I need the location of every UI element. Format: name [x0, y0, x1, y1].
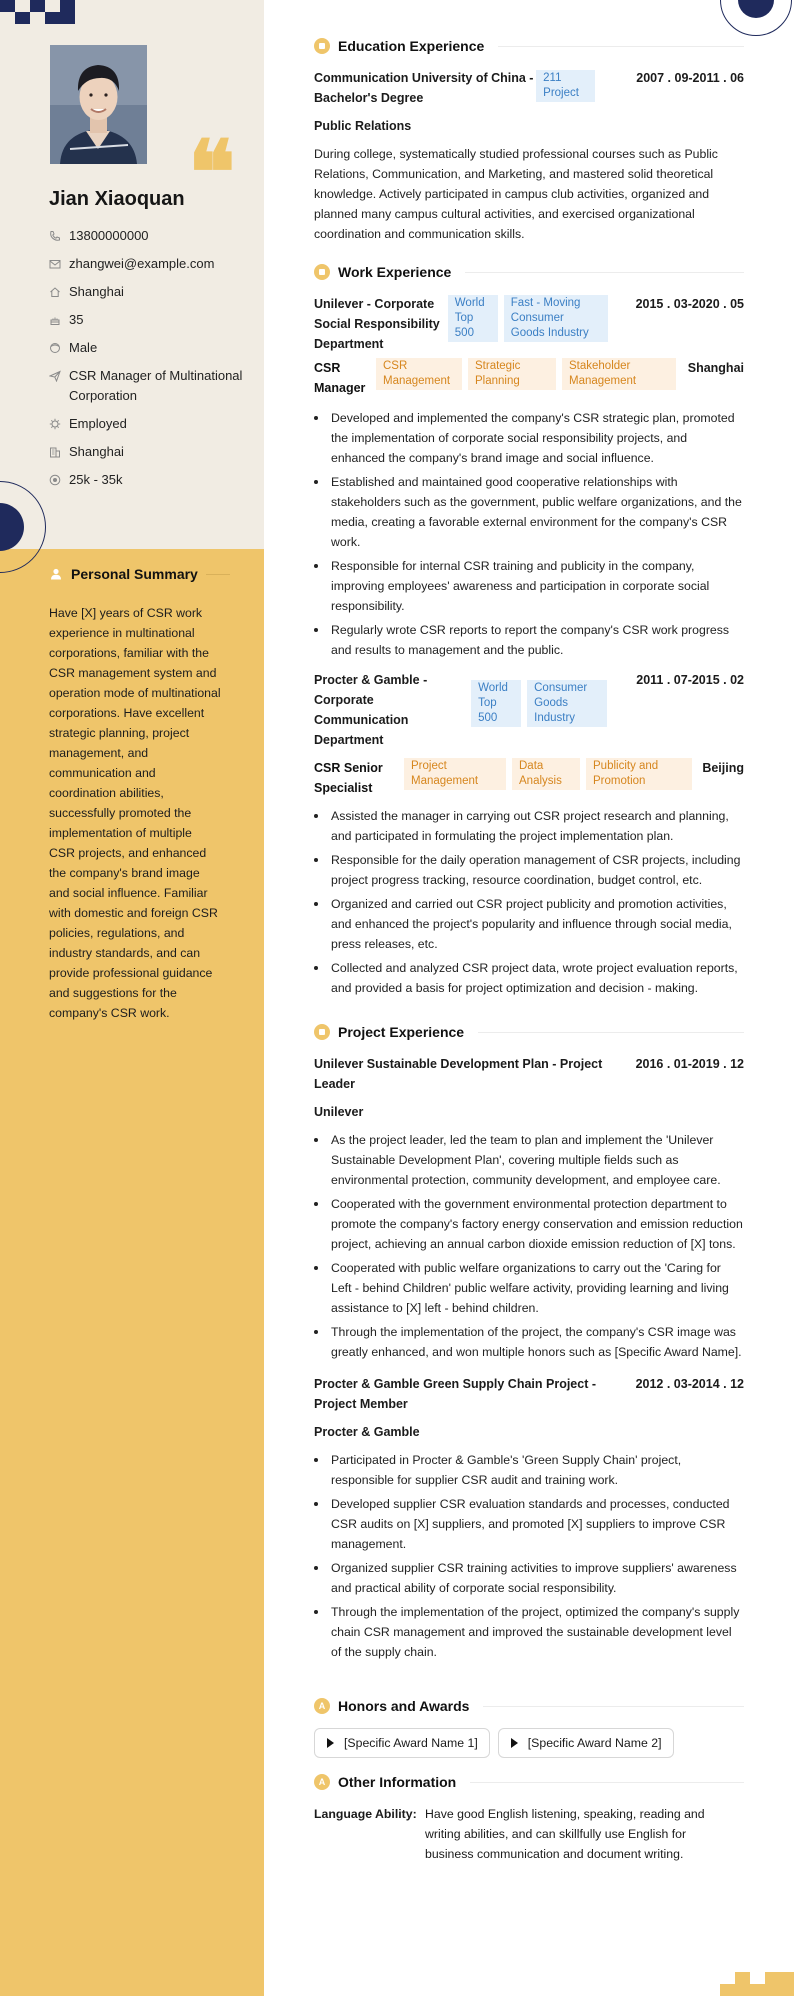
- list-item: Assisted the manager in carrying out CSR project research and planning, and participated in formulating the project implementation plan.: [314, 806, 744, 846]
- award-name: [Specific Award Name 1]: [344, 1736, 478, 1750]
- target-city-text: Shanghai: [69, 444, 124, 459]
- work-date: 2011 . 07-2015 . 02: [636, 673, 744, 687]
- other-section-header: [314, 1774, 744, 1790]
- phone-text: 13800000000: [69, 228, 149, 243]
- list-item: Participated in Procter & Gamble's 'Green Supply Chain' project, responsible for supplier CSR audit and training work.: [314, 1450, 744, 1490]
- education-section-header: [314, 38, 744, 54]
- list-item: Responsible for internal CSR training and publicity in the company, improving employees' awareness and participation in corporate social responsibility.: [314, 556, 744, 616]
- skill-tag: CSR Management: [376, 358, 462, 390]
- location-text: Shanghai: [69, 284, 124, 299]
- contact-email: [49, 254, 249, 274]
- project-section-header: [314, 1024, 744, 1040]
- work-company: Unilever - Corporate Social Responsibility Department: [314, 297, 440, 351]
- project-entry: [314, 1374, 744, 1662]
- work-bullets: [314, 806, 744, 998]
- contact-location: [49, 282, 249, 302]
- work-title: Work Experience: [338, 264, 452, 280]
- cake-icon: [49, 314, 61, 326]
- info-icon: A: [314, 1774, 330, 1790]
- age-text: 35: [69, 312, 84, 327]
- section-divider: [478, 1032, 744, 1033]
- play-icon: [511, 1738, 518, 1748]
- gender-text: Male: [69, 340, 98, 355]
- work-bullets: [314, 408, 744, 660]
- language-label: Language Ability:: [314, 1807, 417, 1821]
- contact-age: [49, 310, 249, 330]
- checker-decoration: [0, 0, 75, 24]
- work-entry: [314, 294, 744, 660]
- work-section-header: [314, 264, 744, 280]
- education-tag: 211 Project: [536, 70, 595, 102]
- work-location: Beijing: [702, 761, 744, 775]
- list-item: Regularly wrote CSR reports to report the company's CSR work progress and results to management and the public.: [314, 620, 744, 660]
- quote-mark-decoration: ❝: [188, 120, 236, 224]
- education-title: Education Experience: [338, 38, 485, 54]
- list-item: Collected and analyzed CSR project data, wrote project evaluation reports, and provided a basis for project optimization and decision - making.: [314, 958, 744, 998]
- work-date: 2015 . 03-2020 . 05: [635, 297, 744, 311]
- project-title: Project Experience: [338, 1024, 465, 1040]
- summary-title: Personal Summary: [71, 566, 198, 582]
- work-role: CSR Senior Specialist: [314, 761, 383, 795]
- section-divider: [465, 272, 744, 273]
- list-item: Through the implementation of the project, optimized the company's supply chain CSR management and improved the sustainable development level of the supply chain.: [314, 1602, 744, 1662]
- education-school: Communication University of China - Bachelor's Degree: [314, 71, 534, 105]
- email-text: zhangwei@example.com: [69, 256, 215, 271]
- honors-section-header: [314, 1698, 744, 1714]
- project-date: 2012 . 03-2014 . 12: [635, 1377, 744, 1391]
- summary-text: Have [X] years of CSR work experience in multinational corporations, familiar with the CSR management system and operation mode of multinational corporations. Have excellent strategic planning, project management, and communication and coordination abilities, successfully promoted the implementation of multiple CSR projects, and enhanced the company's brand image and social influence. Familiar with domestic and foreign CSR policies, regulations, and industry standards, and can provide professional guidance and suggestions for the company's CSR work.: [49, 606, 221, 1020]
- salary-icon: [49, 474, 61, 486]
- honors-list: [314, 1728, 744, 1758]
- project-name: Procter & Gamble Green Supply Chain Project - Project Member: [314, 1377, 597, 1411]
- checker-decoration-bottom: [720, 1972, 794, 1996]
- work-tag: Consumer Goods Industry: [527, 680, 607, 727]
- skill-tag: Stakeholder Management: [562, 358, 676, 390]
- award-item: [498, 1728, 674, 1758]
- email-icon: [49, 258, 61, 270]
- salary-text: 25k - 35k: [69, 472, 123, 487]
- education-major: Public Relations: [314, 119, 412, 133]
- contact-phone: [49, 226, 249, 246]
- project-bullets: [314, 1450, 744, 1662]
- project-date: 2016 . 01-2019 . 12: [635, 1057, 744, 1071]
- list-item: Organized and carried out CSR project publicity and promotion activities, and enhanced the project's popularity and influence through social media, press releases, etc.: [314, 894, 744, 954]
- gender-icon: [49, 342, 61, 354]
- send-icon: [49, 370, 61, 382]
- section-divider: [470, 1782, 744, 1783]
- contact-status: [49, 414, 249, 434]
- list-item: Through the implementation of the project, the company's CSR image was greatly enhanced, and won multiple honors such as [Specific Award Name].: [314, 1322, 744, 1362]
- contact-target-city: [49, 442, 249, 462]
- skill-tag: Project Management: [404, 758, 506, 790]
- profile-photo: [50, 45, 147, 164]
- candidate-name: Jian Xiaoquan: [49, 188, 185, 210]
- skill-tag: Data Analysis: [512, 758, 580, 790]
- work-company: Procter & Gamble - Corporate Communication Department: [314, 673, 428, 747]
- honors-title: Honors and Awards: [338, 1698, 470, 1714]
- building-icon: [49, 446, 61, 458]
- play-icon: [327, 1738, 334, 1748]
- project-entry: [314, 1054, 744, 1362]
- award-item: [314, 1728, 490, 1758]
- work-tag: World Top 500: [471, 680, 521, 727]
- project-name: Unilever Sustainable Development Plan - Project Leader: [314, 1057, 603, 1091]
- section-divider: [498, 46, 744, 47]
- main-content: [314, 38, 744, 1864]
- work-tag: World Top 500: [448, 295, 498, 342]
- education-entry: [314, 68, 744, 244]
- section-divider: [483, 1706, 744, 1707]
- education-icon: [314, 38, 330, 54]
- list-item: Developed supplier CSR evaluation standards and processes, conducted CSR audits on [X] suppliers, and promoted [X] suppliers to improve CSR management.: [314, 1494, 744, 1554]
- project-org: Unilever: [314, 1105, 364, 1119]
- project-icon: [314, 1024, 330, 1040]
- award-icon: A: [314, 1698, 330, 1714]
- list-item: Responsible for the daily operation management of CSR projects, including project progress tracking, resource coordination, budget control, etc.: [314, 850, 744, 890]
- list-item: Organized supplier CSR training activities to improve suppliers' awareness and practical ability of corporate social responsibility.: [314, 1558, 744, 1598]
- contact-salary: [49, 470, 249, 490]
- project-bullets: [314, 1130, 744, 1362]
- work-icon: [314, 264, 330, 280]
- list-item: Established and maintained good cooperative relationships with stakeholders such as the government, public welfare organizations, and the media, creating a favorable external environment for the company's CSR work.: [314, 472, 744, 552]
- status-icon: [49, 418, 61, 430]
- work-location: Shanghai: [687, 361, 744, 375]
- list-item: Developed and implemented the company's CSR strategic plan, promoted the implementation of corporate social responsibility projects, and enhanced the company's brand image and social influence.: [314, 408, 744, 468]
- user-icon: [49, 567, 63, 581]
- language-ability: [314, 1804, 744, 1864]
- education-date: 2007 . 09-2011 . 06: [636, 71, 744, 85]
- other-title: Other Information: [338, 1774, 457, 1790]
- education-description: During college, systematically studied professional courses such as Public Relations, Communication, and Marketing, and mastered solid theoretical knowledge. Actively participated in campus club activities, organized and planned many campus cultural activities, and exercised organizational coordination and communication skills.: [314, 147, 718, 241]
- contact-list: [49, 226, 249, 498]
- contact-gender: [49, 338, 249, 358]
- home-icon: [49, 286, 61, 298]
- summary-heading-line: [206, 574, 230, 575]
- language-text: Have good English listening, speaking, reading and writing abilities, and can skillfully use English for business communication and document writing.: [425, 1807, 705, 1861]
- contact-target-position: [49, 366, 249, 406]
- work-role: CSR Manager: [314, 361, 366, 395]
- target-position-text: CSR Manager of Multinational Corporation: [69, 368, 243, 403]
- work-entry: [314, 670, 744, 998]
- work-tag: Fast - Moving Consumer Goods Industry: [504, 295, 608, 342]
- status-text: Employed: [69, 416, 127, 431]
- phone-icon: [49, 230, 61, 242]
- list-item: Cooperated with public welfare organizations to carry out the 'Caring for Left - behind Children' public welfare activity, providing learning and living assistance to [X] left - behind children.: [314, 1258, 744, 1318]
- list-item: As the project leader, led the team to plan and implement the 'Unilever Sustainable Development Plan', covering multiple fields such as environmental protection, community development, and employee care.: [314, 1130, 744, 1190]
- project-org: Procter & Gamble: [314, 1425, 420, 1439]
- list-item: Cooperated with the government environmental protection department to promote the company's factory energy conservation and emission reduction project, achieving an annual carbon dioxide emission reduction of [X] tons.: [314, 1194, 744, 1254]
- sidebar: [0, 0, 264, 1996]
- summary-heading: [49, 566, 230, 582]
- award-name: [Specific Award Name 2]: [527, 1736, 662, 1750]
- skill-tag: Publicity and Promotion: [586, 758, 692, 790]
- skill-tag: Strategic Planning: [468, 358, 556, 390]
